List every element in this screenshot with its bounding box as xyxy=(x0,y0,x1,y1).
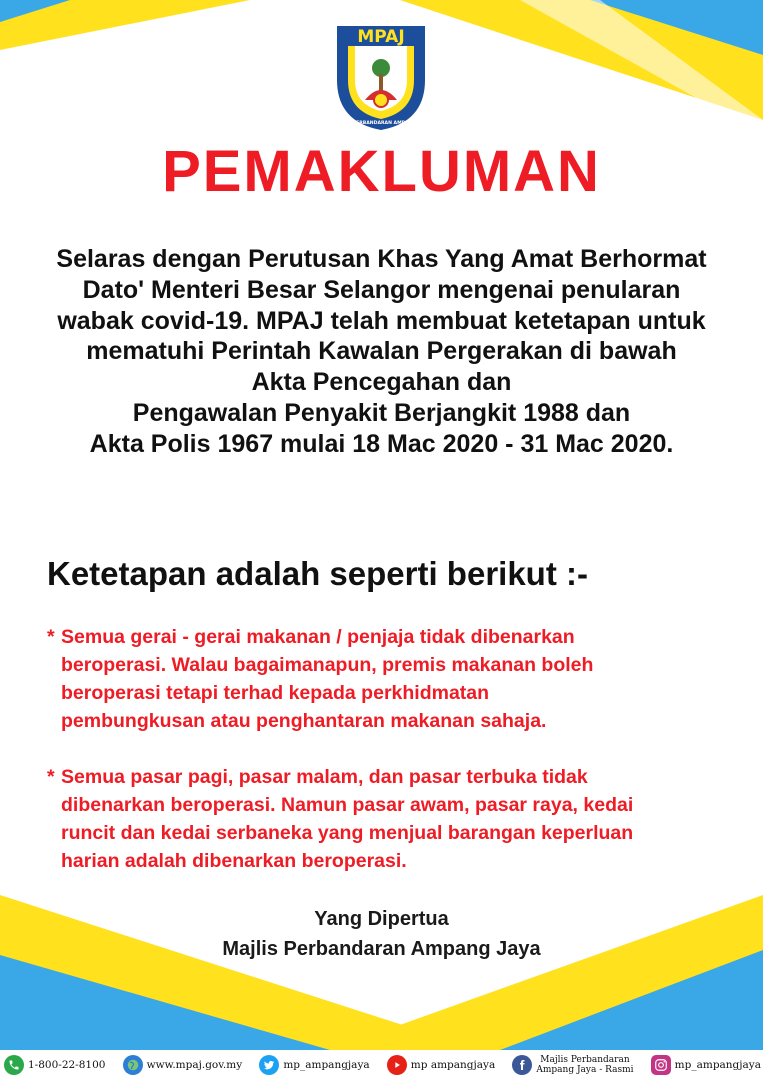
rule-line: beroperasi. Walau bagaimanapun, premis makanan boleh xyxy=(61,654,594,676)
svg-text:MAJLIS PERBANDARAN AMPANG JAYA: MAJLIS PERBANDARAN AMPANG JAYA xyxy=(333,121,429,126)
bullet-marker: * xyxy=(47,626,55,648)
signature-block xyxy=(0,904,763,964)
rule-line: harian adalah dibenarkan beroperasi. xyxy=(61,850,407,872)
mpaj-crest-icon xyxy=(331,20,431,132)
facebook-page xyxy=(536,1055,633,1075)
facebook-page-line2: Ampang Jaya - Rasmi xyxy=(536,1065,634,1075)
instagram-handle: mp_ampangjaya xyxy=(674,1059,761,1071)
rules-subheading: Ketetapan adalah seperti berikut :- xyxy=(47,555,588,592)
intro-line: mematuhi Perintah Kawalan Pergerakan di bawah xyxy=(86,337,677,366)
youtube-channel: mp ampangjaya xyxy=(410,1059,496,1071)
signature-organization: Majlis Perbandaran Ampang Jaya xyxy=(222,938,541,960)
intro-line: Akta Pencegahan dan xyxy=(251,368,512,397)
rule-line: runcit dan kedai serbaneka yang menjual barangan keperluan xyxy=(61,822,634,844)
youtube-icon xyxy=(387,1055,407,1075)
rule-line: pembungkusan atau penghantaran makanan sahaja. xyxy=(61,710,547,732)
contact-footer xyxy=(4,1050,761,1080)
svg-text:MPAJ: MPAJ xyxy=(357,27,405,47)
intro-line: Akta Polis 1967 mulai 18 Mac 2020 - 31 Mac 2020. xyxy=(89,429,674,458)
phone-icon xyxy=(4,1055,24,1075)
rule-line: Semua gerai - gerai makanan / penjaja tidak dibenarkan xyxy=(61,626,575,648)
rules-list xyxy=(47,623,747,875)
twitter-icon xyxy=(259,1055,279,1075)
footer-twitter[interactable] xyxy=(259,1055,369,1075)
website-url: www.mpaj.gov.my xyxy=(146,1059,243,1071)
rule-item xyxy=(47,623,747,735)
intro-paragraph xyxy=(8,244,755,460)
footer-facebook[interactable] xyxy=(512,1055,633,1075)
intro-line: wabak covid-19. MPAJ telah membuat ketetapan untuk xyxy=(57,306,706,335)
signature-title: Yang Dipertua xyxy=(314,908,449,930)
bullet-marker: * xyxy=(47,766,55,788)
mpaj-logo xyxy=(331,20,431,132)
facebook-page-line1: Majlis Perbandaran xyxy=(540,1055,630,1065)
intro-line: Pengawalan Penyakit Berjangkit 1988 dan xyxy=(132,398,631,427)
rule-line: beroperasi tetapi terhad kepada perkhidmatan xyxy=(61,682,490,704)
footer-phone[interactable] xyxy=(4,1055,105,1075)
instagram-icon xyxy=(651,1055,671,1075)
rule-item xyxy=(47,763,747,875)
rule-line: dibenarkan beroperasi. Namun pasar awam, pasar raya, kedai xyxy=(61,794,634,816)
facebook-icon xyxy=(512,1055,532,1075)
phone-number: 1-800-22-8100 xyxy=(28,1059,106,1071)
intro-line: Dato' Menteri Besar Selangor mengenai penularan xyxy=(82,275,681,304)
rule-line: Semua pasar pagi, pasar malam, dan pasar terbuka tidak xyxy=(61,766,588,788)
footer-instagram[interactable] xyxy=(651,1055,761,1075)
notice-title: PEMAKLUMAN xyxy=(162,139,601,204)
footer-website[interactable] xyxy=(123,1055,243,1075)
twitter-handle: mp_ampangjaya xyxy=(283,1059,370,1071)
intro-line: Selaras dengan Perutusan Khas Yang Amat Berhormat xyxy=(56,245,707,273)
globe-icon xyxy=(123,1055,143,1075)
footer-youtube[interactable] xyxy=(387,1055,495,1075)
